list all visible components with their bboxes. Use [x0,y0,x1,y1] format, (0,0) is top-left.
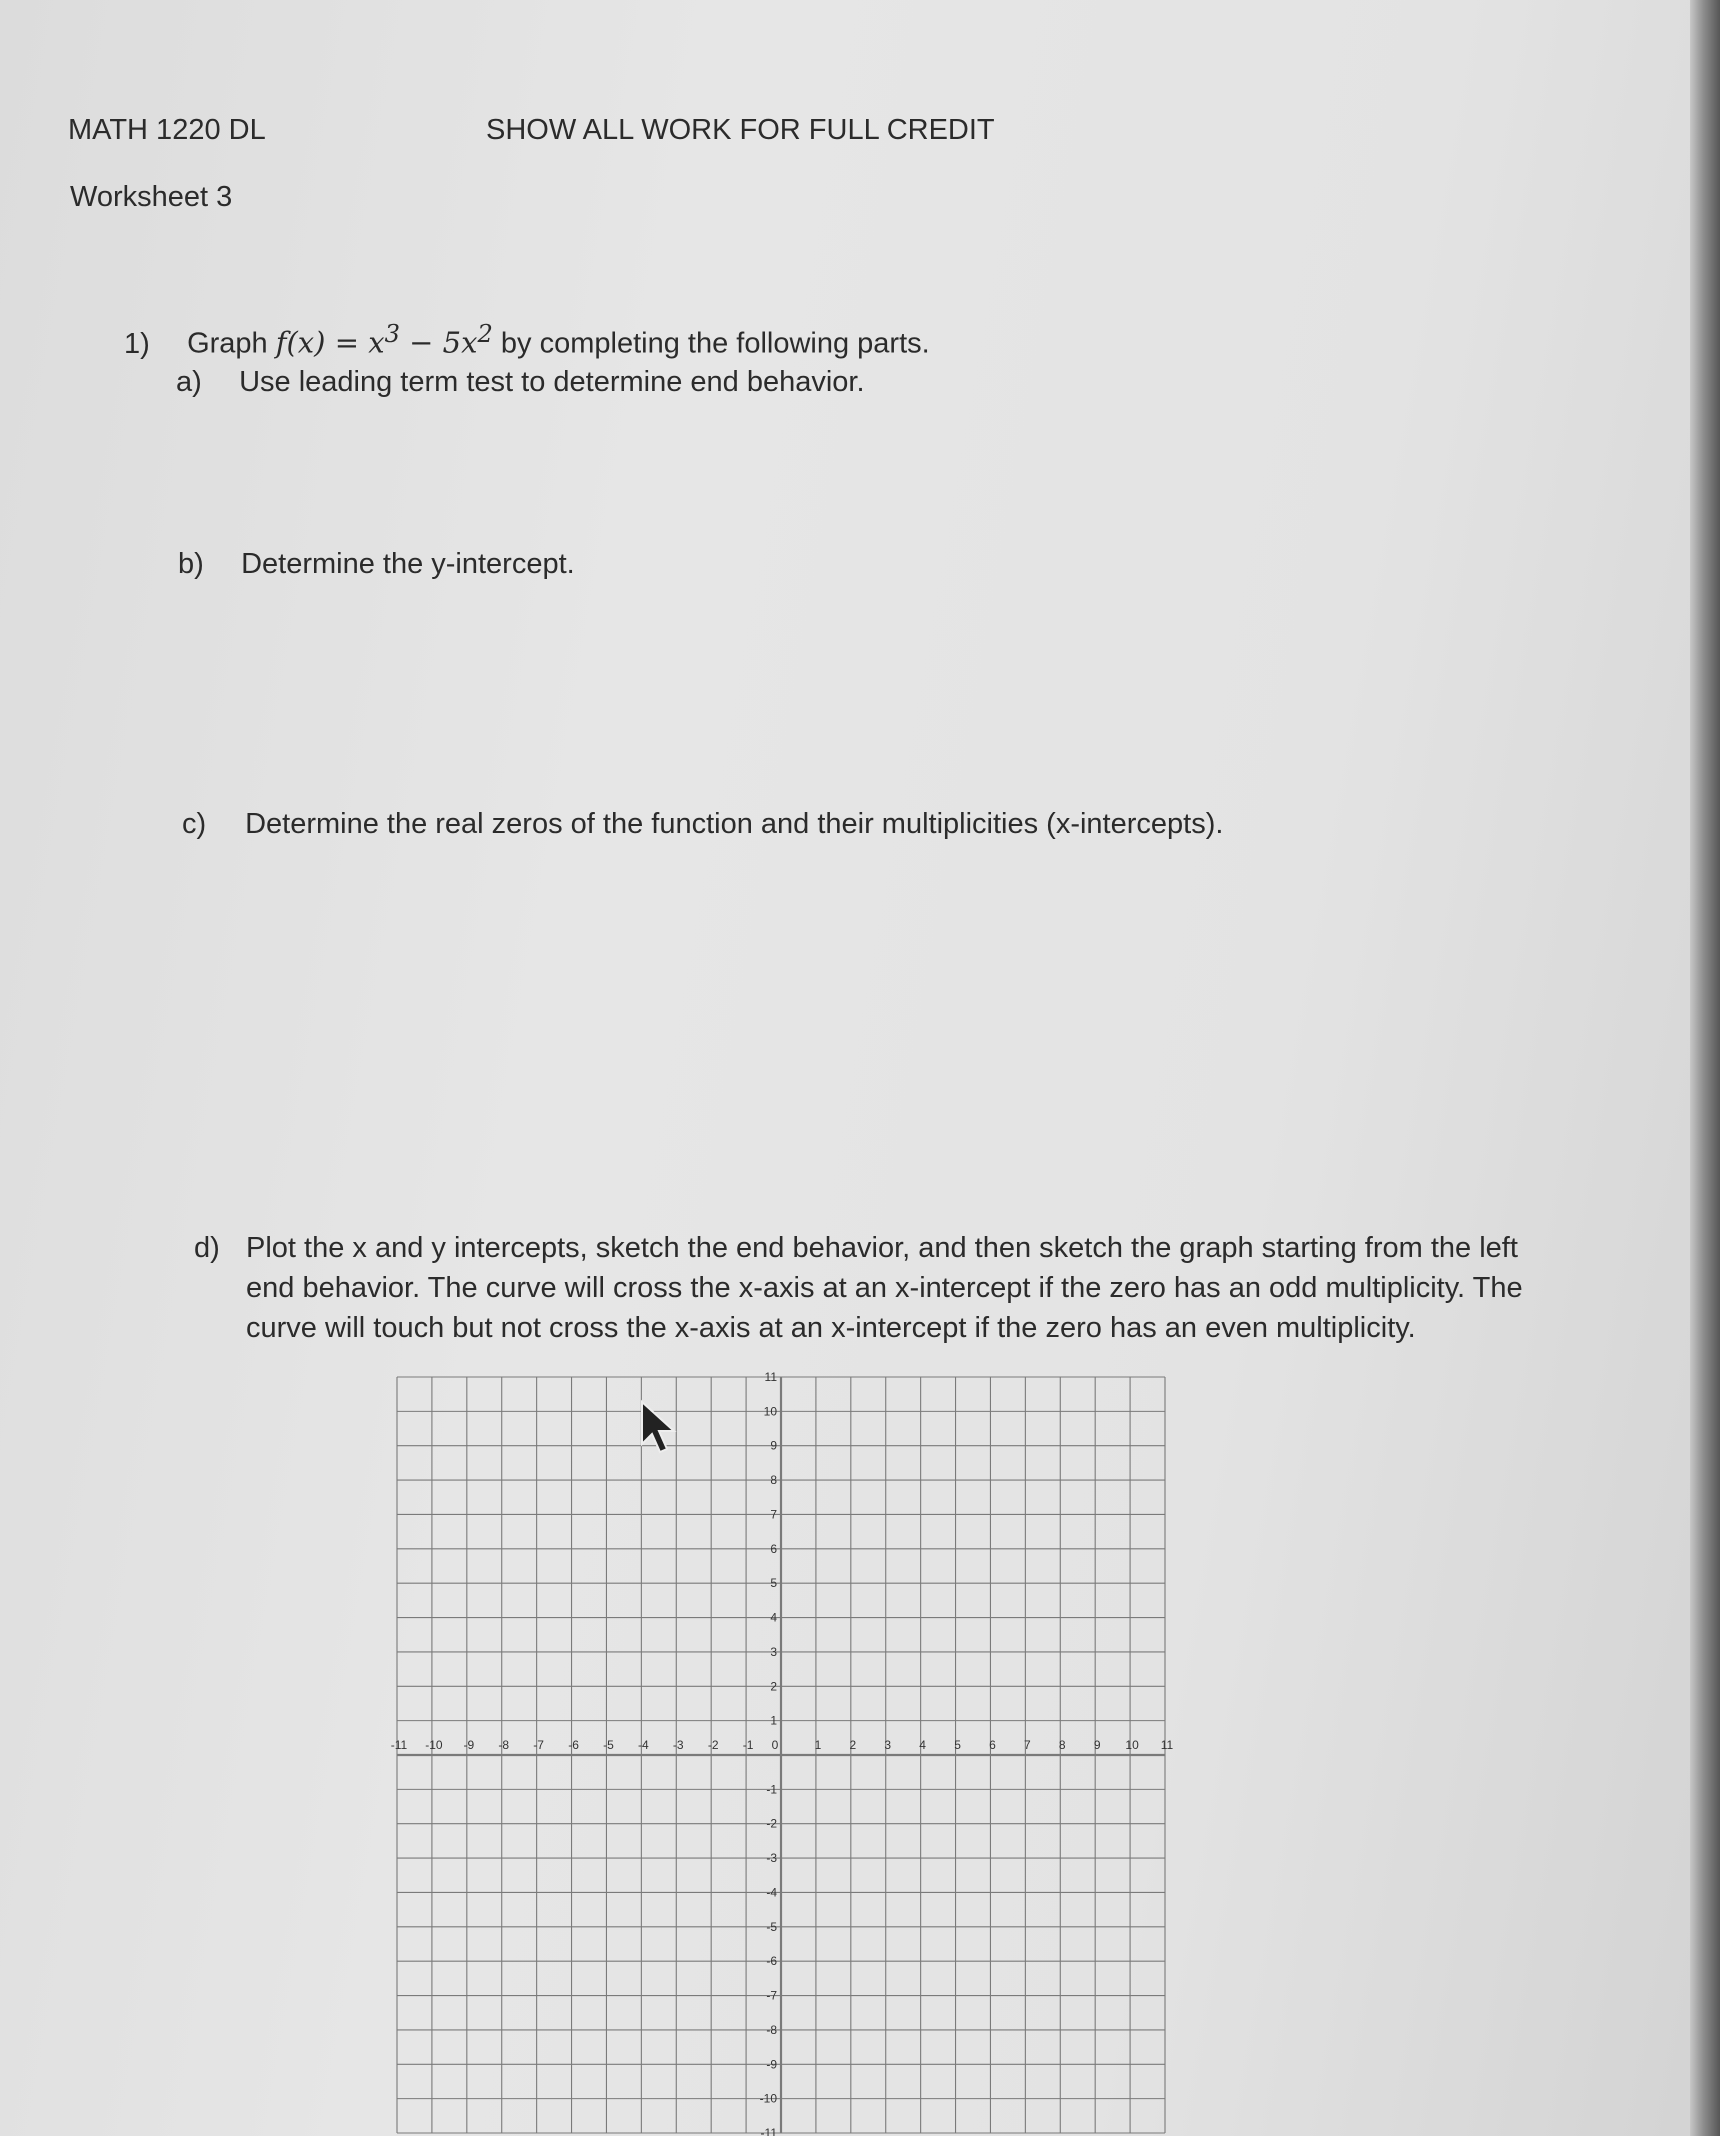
problem-suffix: by completing the following parts. [500,327,930,360]
y-tick-label: 11 [764,1370,777,1384]
y-tick-label: 9 [770,1438,777,1453]
instruction-heading: SHOW ALL WORK FOR FULL CREDIT [486,114,995,146]
part-b: b) Determine the y-intercept. [178,548,575,580]
y-tick-label: -4 [766,1885,777,1900]
x-tick-label: -4 [638,1738,649,1752]
x-tick-label: -3 [672,1738,684,1752]
course-title: MATH 1220 DL [68,114,266,146]
y-tick-label: 8 [770,1473,777,1488]
part-c: c) Determine the real zeros of the function and their multiplicities (x-intercepts). [182,808,1224,840]
y-tick-label: 2 [770,1679,777,1694]
y-tick-label: -8 [766,2022,777,2037]
y-tick-label: 6 [770,1541,777,1556]
y-tick-label: 3 [770,1644,777,1659]
y-tick-label: -6 [766,1954,777,1969]
mouse-cursor-icon [640,1400,680,1454]
x-tick-label: 6 [989,1738,996,1752]
x-tick-label: -6 [568,1738,579,1752]
y-tick-label: -2 [766,1816,777,1831]
y-tick-label: 10 [763,1404,777,1419]
y-tick-label: -10 [759,2091,777,2106]
function-expression: f [275,325,287,360]
part-a: a) Use leading term test to determine end behavior. [176,366,865,398]
x-tick-label: 7 [1024,1738,1031,1752]
y-tick-label: -1 [766,1782,777,1797]
x-tick-label: 2 [849,1738,857,1752]
y-tick-label: 7 [770,1507,777,1522]
y-tick-label: 1 [770,1713,777,1728]
x-tick-label: -2 [707,1738,719,1752]
y-tick-label: -7 [766,1988,777,2003]
y-tick-label: -9 [766,2057,777,2072]
y-tick-label: 4 [770,1610,777,1625]
y-tick-label: -11 [760,2126,777,2136]
x-tick-label: -8 [498,1738,510,1752]
worksheet-title: Worksheet 3 [70,181,233,213]
x-tick-label: 9 [1093,1738,1101,1752]
x-tick-label: -11 [390,1738,408,1752]
x-tick-label: -9 [463,1738,475,1752]
problem-1-statement: 1) Graph $f(x) = x^3 - 5x^2$ by completing the following parts. [124,320,930,360]
page-edge-shadow [1690,0,1720,2136]
x-tick-label: 4 [919,1738,926,1752]
y-tick-label: -3 [766,1851,777,1866]
x-tick-label: 10 [1125,1738,1139,1752]
x-tick-label: -1 [742,1738,754,1752]
x-tick-label: 8 [1058,1738,1066,1752]
y-tick-label: -5 [766,1919,777,1934]
problem-number: 1) [124,327,150,360]
y-tick-label: 5 [770,1576,777,1591]
x-tick-label: -7 [533,1738,544,1752]
x-tick-label: -5 [603,1738,614,1752]
problem-prefix: Graph [187,327,268,360]
x-tick-label: -10 [425,1738,443,1752]
x-tick-label: 3 [884,1738,892,1752]
x-tick-label: 0 [771,1738,779,1752]
coordinate-grid[interactable] [390,1370,1175,2136]
x-tick-label: 5 [954,1738,961,1752]
x-tick-label: 11 [1160,1738,1174,1752]
x-tick-label: 1 [814,1738,822,1752]
part-d: d) Plot the x and y intercepts, sketch the end behavior, and then sketch the graph starting from the left end behavior. The curve will cross the x-axis at an x-intercept if the zero has an odd multiplicity. The curve will touch but not cross the x-axis at an x-intercept if the zero has an even multiplicity. [194,1232,1523,1344]
